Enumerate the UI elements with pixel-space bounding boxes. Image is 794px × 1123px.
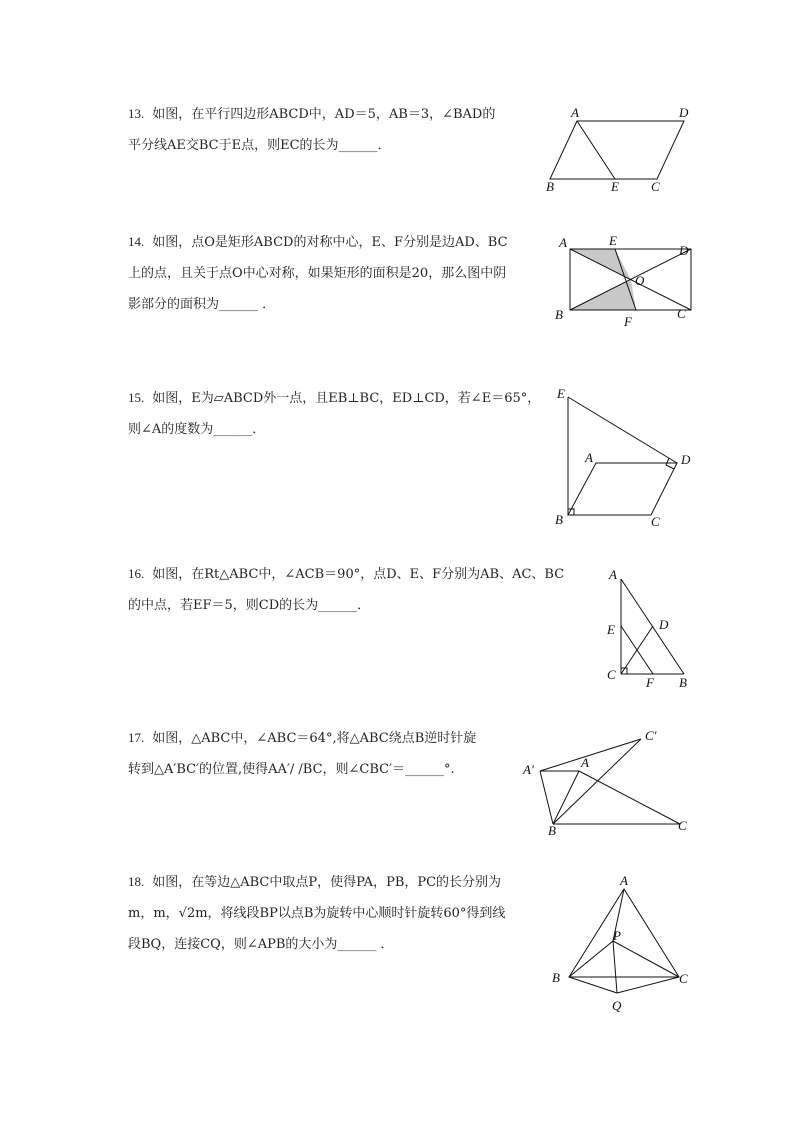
problem-text: 如图，在平行四边形ABCD中，AD＝5，AB＝3，∠BAD的: [152, 107, 496, 122]
parallelogram-figure-15: [545, 380, 705, 530]
problem-line: [128, 866, 538, 898]
point-label-b: B: [555, 307, 563, 322]
segment-pc: [613, 941, 679, 977]
point-label-e: E: [557, 386, 565, 401]
point-label-c: C: [651, 514, 660, 529]
point-label-c: C: [607, 667, 616, 682]
problem-text: 段BQ，连接CQ，则∠APB的大小为______ ．: [128, 937, 394, 952]
problem-line: [128, 722, 538, 754]
segment-bq: [569, 977, 617, 993]
segment-bc1: [553, 739, 641, 824]
problem-line: [128, 226, 538, 258]
point-label-o: O: [635, 273, 645, 288]
problem-text: 影部分的面积为______ ．: [128, 297, 276, 312]
point-label-b: B: [679, 675, 687, 690]
segment-a1c1: [540, 739, 641, 771]
problem-number: 18.: [128, 874, 145, 889]
point-label-f: F: [624, 314, 632, 329]
problem-text: 平分线AE交BC于E点，则EC的长为______．: [128, 138, 391, 153]
point-label-d: D: [681, 452, 691, 467]
point-label-a: A: [581, 755, 589, 770]
point-label-d: D: [679, 243, 689, 258]
point-label-c: C: [677, 306, 686, 321]
point-label-e: E: [607, 622, 615, 637]
segment-ae: [577, 121, 615, 179]
segment-a1b: [540, 771, 553, 824]
problem-text: 上的点，且关于点O中心对称，如果矩形的面积是20，那么图中阴: [128, 266, 507, 281]
problem-number: 16.: [128, 566, 145, 581]
problem-18: [128, 866, 538, 960]
parallelogram-figure-13: [540, 100, 700, 200]
segment-ac: [579, 771, 680, 824]
segment-ab: [553, 771, 579, 824]
point-label-a: A: [571, 105, 579, 120]
problem-line: [128, 98, 538, 130]
problem-line: [128, 382, 541, 414]
problem-line: [128, 558, 565, 590]
segment-bp: [569, 941, 613, 977]
point-label-a: A: [609, 567, 617, 582]
problem-number: 15.: [128, 390, 145, 405]
problem-text: 如图，在等边△ABC中取点P，使得PA，PB，PC的长分别为: [152, 875, 502, 890]
point-label-d: D: [659, 617, 669, 632]
parallelogram-abcd: [550, 121, 684, 179]
problem-text: m，m，√2m，将线段BP以点B为旋转中心顺时针旋转60°得到线: [128, 906, 506, 921]
rectangle-figure-14: [545, 228, 705, 333]
problem-15: [128, 382, 541, 445]
problem-16: [128, 558, 565, 621]
problem-number: 13.: [128, 106, 145, 121]
point-label-b: B: [546, 179, 554, 194]
point-label-a-prime: A′: [523, 762, 534, 777]
point-label-q: Q: [612, 998, 622, 1013]
point-label-f: F: [646, 675, 654, 690]
point-label-c: C: [679, 971, 688, 986]
problem-number: 17.: [128, 730, 145, 745]
problem-text: 的中点，若EF＝5，则CD的长为______．: [128, 598, 371, 613]
point-label-a: A: [559, 235, 567, 250]
problem-text: 如图，△ABC中，∠ABC＝64°,将△ABC绕点B逆时针旋: [152, 731, 477, 746]
problem-text: 如图，点O是矩形ABCD的对称中心，E、F分别是边AD、BC: [152, 235, 508, 250]
point-label-b: B: [552, 970, 560, 985]
point-label-b: B: [548, 823, 556, 837]
segment-pq: [613, 941, 617, 993]
segment-qc: [617, 977, 679, 993]
problem-number: 14.: [128, 234, 145, 249]
point-label-b: B: [555, 512, 563, 527]
parallelogram-abcd: [568, 463, 677, 515]
point-label-a: A: [620, 873, 628, 888]
problem-text: 则∠A的度数为______．: [128, 422, 266, 437]
problem-text: 如图，在Rt△ABC中，∠ACB＝90°，点D、E、F分别为AB、AC、BC: [152, 567, 565, 582]
point-label-c-prime: C′: [645, 728, 657, 743]
right-triangle-figure-16: [600, 565, 700, 695]
rotation-figure-17: [515, 722, 700, 837]
equilateral-figure-18: [545, 872, 705, 1017]
problem-17: [128, 722, 538, 785]
point-label-p: P: [613, 928, 621, 943]
point-label-c: C: [678, 818, 687, 833]
point-label-c: C: [651, 179, 660, 194]
problem-14: [128, 226, 538, 320]
point-label-e: E: [611, 179, 619, 194]
point-label-d: D: [679, 105, 689, 120]
problem-text: 如图，E为▱ABCD外一点，且EB⊥BC，ED⊥CD，若∠E＝65°，: [152, 391, 541, 406]
problem-13: [128, 98, 538, 161]
point-label-a: A: [585, 450, 593, 465]
problem-text: 转到△A′BC′的位置,使得AA′/ /BC，则∠CBC′＝______°.: [128, 762, 455, 777]
point-label-e: E: [609, 233, 617, 248]
